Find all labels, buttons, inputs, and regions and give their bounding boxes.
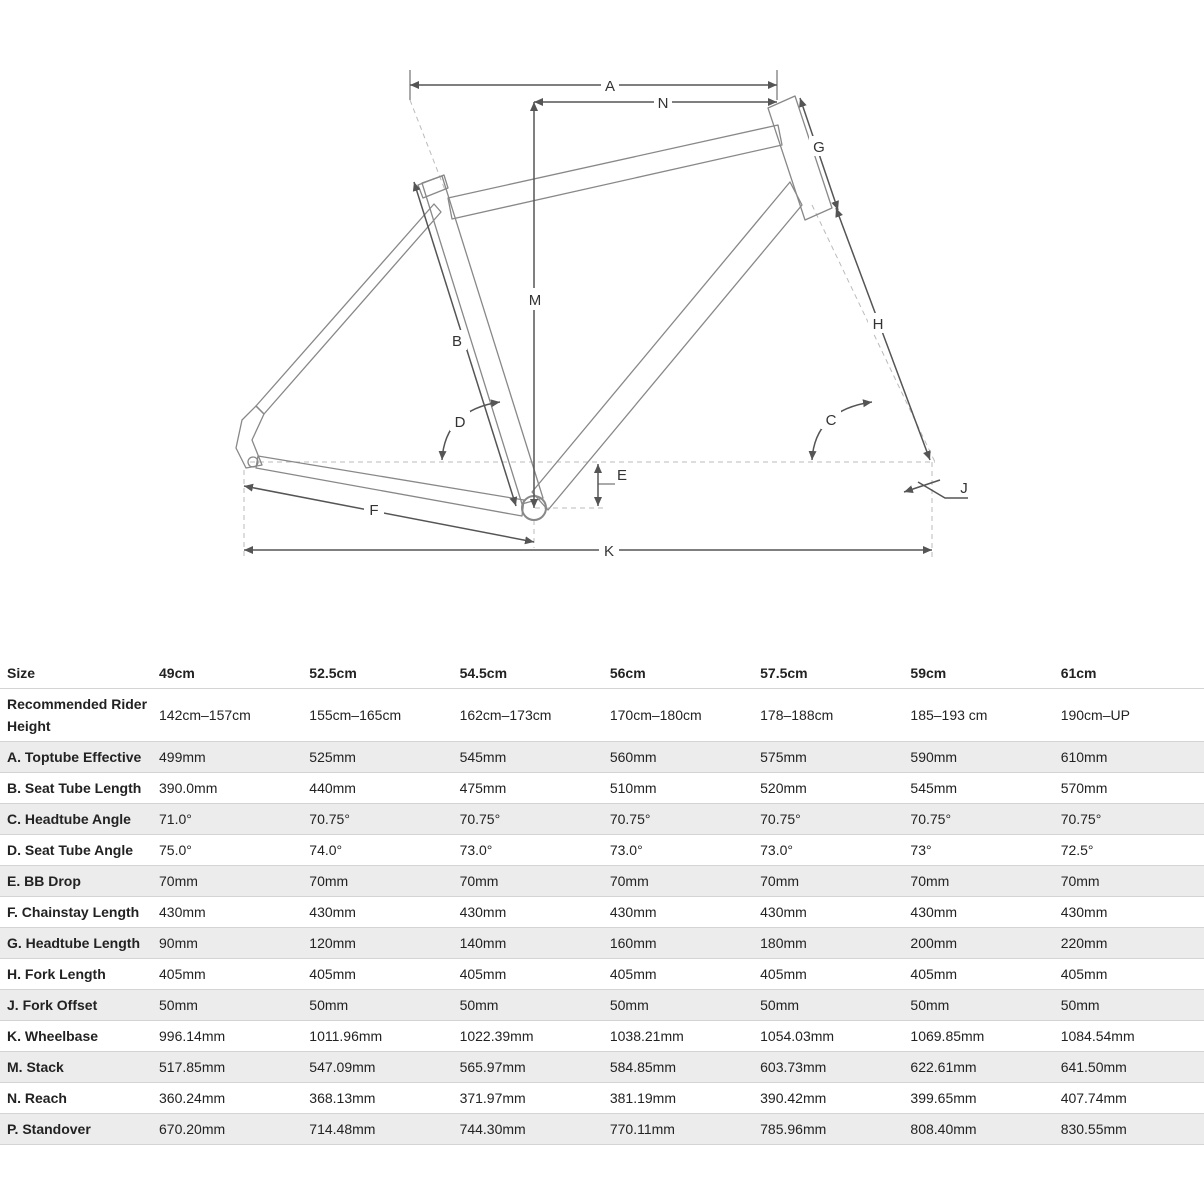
table-cell: 525mm: [302, 742, 452, 773]
table-cell: 70mm: [603, 866, 753, 897]
table-cell: 50mm: [753, 990, 903, 1021]
table-cell: 368.13mm: [302, 1083, 452, 1114]
seat-tube: [422, 176, 543, 504]
table-cell: 622.61mm: [903, 1052, 1053, 1083]
table-cell: 560mm: [603, 742, 753, 773]
table-cell: 399.65mm: [903, 1083, 1053, 1114]
row-label: C. Headtube Angle: [0, 804, 152, 835]
table-cell: 1054.03mm: [753, 1021, 903, 1052]
row-label: B. Seat Tube Length: [0, 773, 152, 804]
table-cell: 70mm: [152, 866, 302, 897]
table-cell: 545mm: [903, 773, 1053, 804]
row-label: A. Toptube Effective: [0, 742, 152, 773]
table-cell: 178–188cm: [753, 689, 903, 742]
table-cell: 584.85mm: [603, 1052, 753, 1083]
table-cell: 714.48mm: [302, 1114, 452, 1145]
table-cell: 405mm: [1054, 959, 1204, 990]
table-cell: 430mm: [302, 897, 452, 928]
table-cell: 430mm: [1054, 897, 1204, 928]
table-cell: 430mm: [603, 897, 753, 928]
table-cell: 517.85mm: [152, 1052, 302, 1083]
table-cell: 50mm: [302, 990, 452, 1021]
table-cell: 590mm: [903, 742, 1053, 773]
dim-j: [904, 480, 968, 498]
row-label: J. Fork Offset: [0, 990, 152, 1021]
table-row: [0, 804, 1204, 835]
table-cell: 73.0°: [453, 835, 603, 866]
table-cell: 70.75°: [753, 804, 903, 835]
table-cell: 70mm: [453, 866, 603, 897]
table-row: [0, 959, 1204, 990]
table-cell: 70.75°: [1054, 804, 1204, 835]
table-cell: 155cm–165cm: [302, 689, 452, 742]
top-tube: [448, 125, 782, 219]
dim-h: [836, 208, 930, 460]
table-cell: 140mm: [453, 928, 603, 959]
header-cell: 59cm: [903, 658, 1053, 689]
header-cell: 49cm: [152, 658, 302, 689]
label-k: K: [603, 543, 615, 560]
table-cell: 670.20mm: [152, 1114, 302, 1145]
row-label: Recommended Rider Height: [0, 689, 152, 742]
header-cell: 56cm: [603, 658, 753, 689]
row-label: H. Fork Length: [0, 959, 152, 990]
table-row: [0, 928, 1204, 959]
table-cell: 1084.54mm: [1054, 1021, 1204, 1052]
table-cell: 641.50mm: [1054, 1052, 1204, 1083]
table-cell: 50mm: [903, 990, 1053, 1021]
table-cell: 440mm: [302, 773, 452, 804]
table-cell: 405mm: [603, 959, 753, 990]
table-row: [0, 689, 1204, 742]
row-label: G. Headtube Length: [0, 928, 152, 959]
table-cell: 510mm: [603, 773, 753, 804]
table-cell: 1069.85mm: [903, 1021, 1053, 1052]
row-label: M. Stack: [0, 1052, 152, 1083]
table-cell: 70mm: [302, 866, 452, 897]
table-cell: 142cm–157cm: [152, 689, 302, 742]
table-cell: 547.09mm: [302, 1052, 452, 1083]
table-cell: 70mm: [1054, 866, 1204, 897]
table-cell: 390.42mm: [753, 1083, 903, 1114]
table-cell: 220mm: [1054, 928, 1204, 959]
table-cell: 185–193 cm: [903, 689, 1053, 742]
label-g: G: [813, 139, 825, 156]
table-cell: 50mm: [152, 990, 302, 1021]
label-n: N: [657, 95, 669, 112]
table-cell: 50mm: [453, 990, 603, 1021]
header-cell: 52.5cm: [302, 658, 452, 689]
reference-lines: [244, 100, 935, 560]
table-row: [0, 990, 1204, 1021]
table-cell: 785.96mm: [753, 1114, 903, 1145]
header-cell: Size: [0, 658, 152, 689]
table-cell: 405mm: [152, 959, 302, 990]
table-cell: 430mm: [903, 897, 1053, 928]
table-row: [0, 1083, 1204, 1114]
label-m: M: [528, 292, 542, 309]
table-cell: 575mm: [753, 742, 903, 773]
table-cell: 744.30mm: [453, 1114, 603, 1145]
table-cell: 1011.96mm: [302, 1021, 452, 1052]
table-cell: 75.0°: [152, 835, 302, 866]
dimension-lines: [244, 70, 968, 550]
table-cell: 405mm: [903, 959, 1053, 990]
bike-frame-geometry-diagram: [0, 0, 1204, 600]
table-cell: 1038.21mm: [603, 1021, 753, 1052]
table-cell: 430mm: [453, 897, 603, 928]
row-label: N. Reach: [0, 1083, 152, 1114]
table-row: [0, 866, 1204, 897]
table-row: [0, 742, 1204, 773]
table-cell: 70.75°: [453, 804, 603, 835]
table-cell: 430mm: [753, 897, 903, 928]
down-tube: [532, 182, 802, 510]
table-cell: 405mm: [453, 959, 603, 990]
table-cell: 74.0°: [302, 835, 452, 866]
table-row: [0, 773, 1204, 804]
table-cell: 371.97mm: [453, 1083, 603, 1114]
table-cell: 70mm: [903, 866, 1053, 897]
table-cell: 520mm: [753, 773, 903, 804]
table-cell: 430mm: [152, 897, 302, 928]
table-cell: 190cm–UP: [1054, 689, 1204, 742]
label-b: B: [451, 333, 463, 350]
table-cell: 162cm–173cm: [453, 689, 603, 742]
label-f: F: [369, 502, 379, 519]
table-cell: 170cm–180cm: [603, 689, 753, 742]
table-cell: 180mm: [753, 928, 903, 959]
table-cell: 160mm: [603, 928, 753, 959]
dimension-labels: [364, 75, 968, 560]
label-d: D: [454, 414, 466, 431]
label-a: A: [604, 78, 616, 95]
table-row: [0, 1052, 1204, 1083]
table-cell: 390.0mm: [152, 773, 302, 804]
table-row: [0, 1021, 1204, 1052]
table-cell: 405mm: [302, 959, 452, 990]
table-cell: 70.75°: [302, 804, 452, 835]
table-row: [0, 835, 1204, 866]
table-cell: 405mm: [753, 959, 903, 990]
table-row: [0, 897, 1204, 928]
table-body: [0, 689, 1204, 1145]
header-cell: 61cm: [1054, 658, 1204, 689]
table-cell: 72.5°: [1054, 835, 1204, 866]
table-cell: 570mm: [1054, 773, 1204, 804]
table-cell: 475mm: [453, 773, 603, 804]
table-cell: 830.55mm: [1054, 1114, 1204, 1145]
geometry-table: [0, 658, 1204, 1145]
label-c: C: [825, 412, 837, 429]
table-cell: 565.97mm: [453, 1052, 603, 1083]
table-cell: 70mm: [753, 866, 903, 897]
header-cell: 57.5cm: [753, 658, 903, 689]
table-cell: 499mm: [152, 742, 302, 773]
table-cell: 71.0°: [152, 804, 302, 835]
chain-stay: [256, 456, 524, 516]
table-cell: 50mm: [603, 990, 753, 1021]
table-cell: 996.14mm: [152, 1021, 302, 1052]
header-cell: 54.5cm: [453, 658, 603, 689]
row-label: E. BB Drop: [0, 866, 152, 897]
row-label: P. Standover: [0, 1114, 152, 1145]
row-label: F. Chainstay Length: [0, 897, 152, 928]
table-cell: 50mm: [1054, 990, 1204, 1021]
table-cell: 360.24mm: [152, 1083, 302, 1114]
table-cell: 407.74mm: [1054, 1083, 1204, 1114]
table-cell: 808.40mm: [903, 1114, 1053, 1145]
label-e: E: [616, 467, 628, 484]
table-cell: 90mm: [152, 928, 302, 959]
table-cell: 120mm: [302, 928, 452, 959]
table-cell: 770.11mm: [603, 1114, 753, 1145]
label-j: J: [960, 480, 968, 497]
table-cell: 70.75°: [903, 804, 1053, 835]
table-cell: 545mm: [453, 742, 603, 773]
table-row: [0, 1114, 1204, 1145]
table-cell: 70.75°: [603, 804, 753, 835]
table-cell: 610mm: [1054, 742, 1204, 773]
table-cell: 603.73mm: [753, 1052, 903, 1083]
table-cell: 200mm: [903, 928, 1053, 959]
row-label: K. Wheelbase: [0, 1021, 152, 1052]
table-cell: 73°: [903, 835, 1053, 866]
table-header-row: [0, 658, 1204, 689]
seat-stay: [256, 204, 441, 414]
row-label: D. Seat Tube Angle: [0, 835, 152, 866]
label-h: H: [872, 316, 884, 333]
table-cell: 1022.39mm: [453, 1021, 603, 1052]
table-cell: 73.0°: [753, 835, 903, 866]
table-cell: 381.19mm: [603, 1083, 753, 1114]
table-cell: 73.0°: [603, 835, 753, 866]
